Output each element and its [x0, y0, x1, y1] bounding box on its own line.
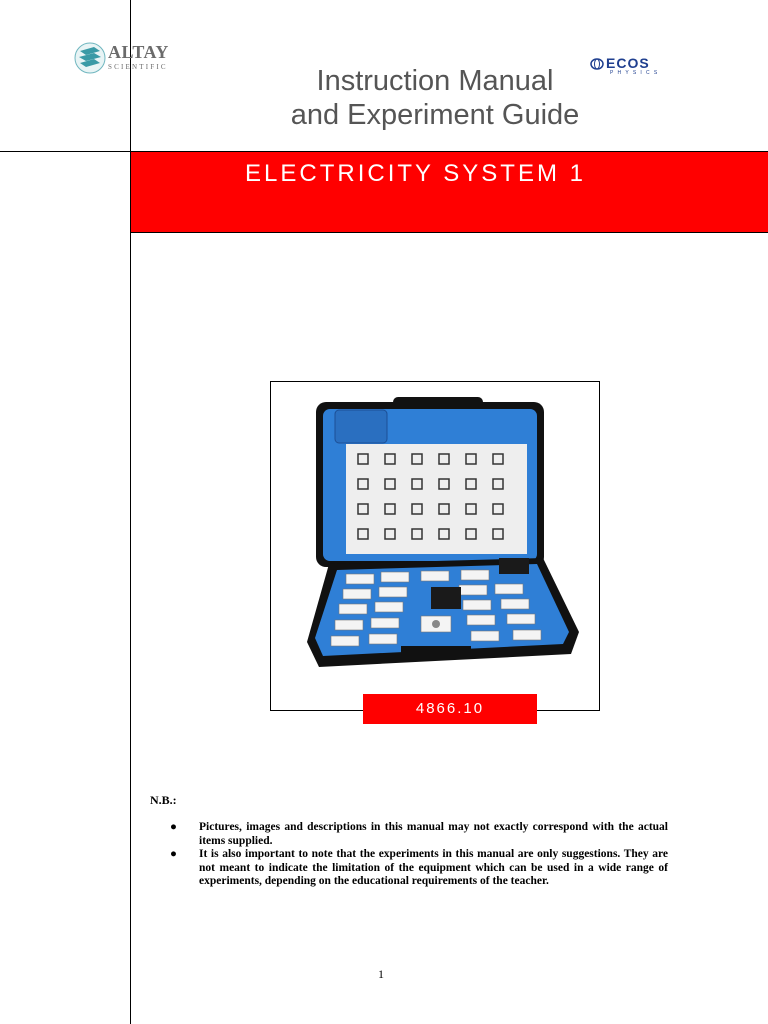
product-banner [131, 151, 768, 233]
ecos-logo-text: ECOS [606, 55, 650, 71]
title-line-2: and Experiment Guide [290, 99, 580, 131]
header-divider-line [0, 151, 130, 152]
title-line-1: Instruction Manual [316, 65, 554, 97]
page-number: 1 [378, 967, 384, 981]
list-item [170, 821, 668, 848]
list-item [170, 848, 668, 889]
note-text-2: It is also important to note that the experiments in this manual are only suggestions. They are not meant to indicate the limitation of the equipment which can be used in a wide range of experiments, depending on the educational requirements of the teacher. [199, 848, 668, 888]
electricity-kit-case-photo [271, 382, 599, 710]
bullet-icon: ● [170, 848, 177, 861]
ecos-logo-subtitle: PHYSICS [610, 70, 662, 76]
note-text-1: Pictures, images and descriptions in this manual may not exactly correspond with the actual items supplied. [199, 821, 668, 847]
document-title [240, 64, 630, 132]
notes-list [170, 821, 668, 889]
nb-label: N.B.: [150, 793, 177, 807]
altay-logo-text: ALTAY [108, 42, 169, 62]
banner-title: ELECTRICITY SYSTEM 1 [245, 160, 586, 187]
product-code-badge [363, 694, 537, 724]
product-photo-frame [270, 381, 600, 711]
bullet-icon: ● [170, 821, 177, 833]
product-code: 4866.10 [415, 700, 485, 717]
altay-logo-subtitle: SCIENTIFIC [108, 63, 168, 71]
